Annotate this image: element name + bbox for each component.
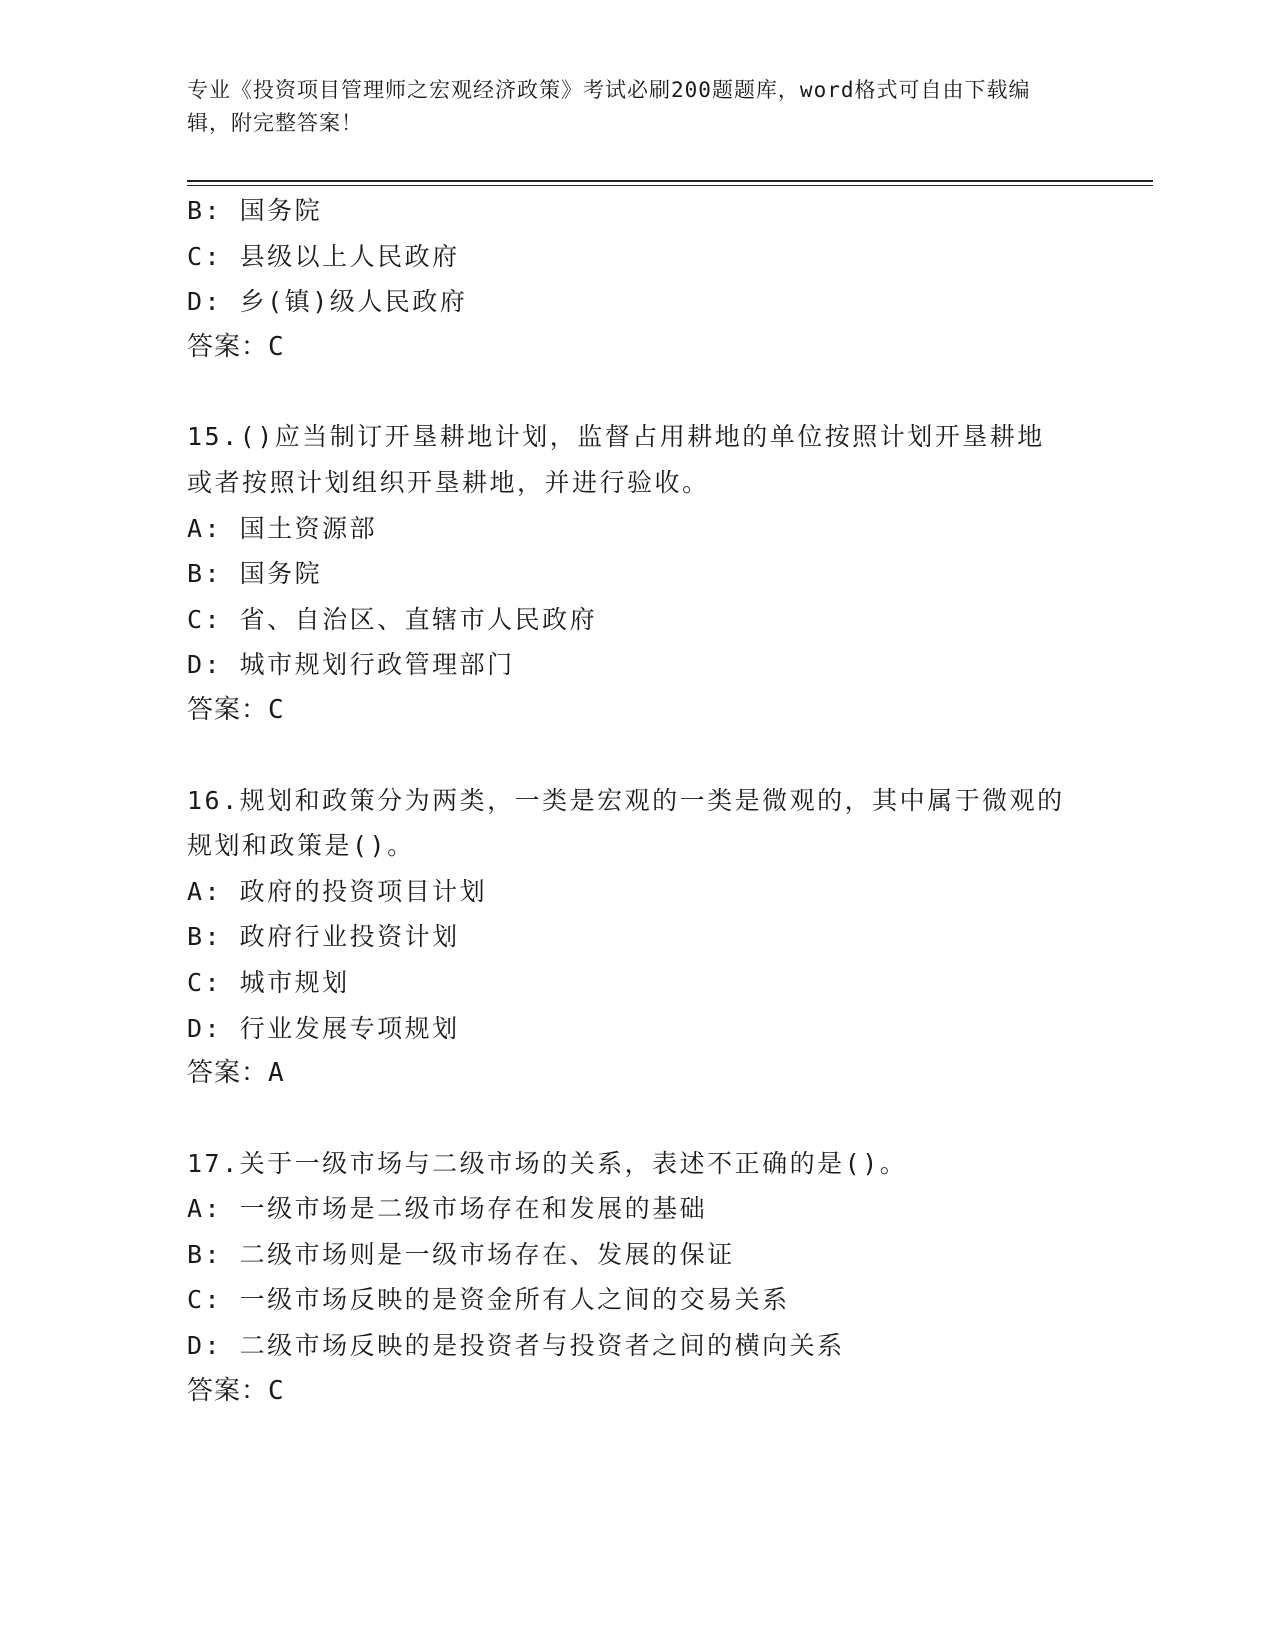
- answer-line: 答案：C: [187, 331, 285, 362]
- answer-line: 答案：C: [187, 1375, 285, 1406]
- question-block-17: [187, 1141, 1087, 1415]
- option-c: C: 城市规划: [187, 967, 350, 997]
- option-b: B: 国务院: [187, 196, 323, 225]
- question-block-15: [187, 414, 1087, 733]
- question-block-16: [187, 778, 1087, 1097]
- option-a: A: 一级市场是二级市场存在和发展的基础: [187, 1194, 708, 1224]
- option-d: D: 乡(镇)级人民政府: [187, 287, 468, 317]
- answer-line: 答案：C: [187, 694, 285, 725]
- option-b: B: 政府行业投资计划: [187, 922, 460, 952]
- question-text: 17.关于一级市场与二级市场的关系，表述不正确的是()。: [187, 1148, 908, 1178]
- option-d: D: 二级市场反映的是投资者与投资者之间的横向关系: [187, 1331, 845, 1361]
- header-title: 专业《投资项目管理师之宏观经济政策》考试必刷200题题库，word格式可自由下载编辑，附完整答案！: [187, 78, 1031, 135]
- option-d: D: 行业发展专项规划: [187, 1013, 460, 1043]
- option-c: C: 县级以上人民政府: [187, 241, 460, 271]
- document-header: [187, 74, 1067, 140]
- question-text: 15.()应当制订开垦耕地计划，监督占用耕地的单位按照计划开垦耕地或者按照计划组织开垦耕地，并进行验收。: [187, 422, 1045, 497]
- question-text: 16.规划和政策分为两类，一类是宏观的一类是微观的，其中属于微观的规划和政策是()。: [187, 785, 1065, 861]
- option-b: B: 国务院: [187, 559, 323, 589]
- question-block-14: [187, 188, 1087, 370]
- document-body: [187, 188, 1087, 1414]
- header-rule-thin: [187, 185, 1153, 186]
- option-a: A: 政府的投资项目计划: [187, 876, 488, 906]
- option-d: D: 城市规划行政管理部门: [187, 650, 515, 680]
- option-c: C: 省、自治区、直辖市人民政府: [187, 604, 598, 634]
- header-rule-thick: [187, 180, 1153, 182]
- option-b: B: 二级市场则是一级市场存在、发展的保证: [187, 1239, 735, 1269]
- option-c: C: 一级市场反映的是资金所有人之间的交易关系: [187, 1285, 790, 1315]
- answer-line: 答案：A: [187, 1058, 285, 1089]
- option-a: A: 国土资源部: [187, 513, 378, 543]
